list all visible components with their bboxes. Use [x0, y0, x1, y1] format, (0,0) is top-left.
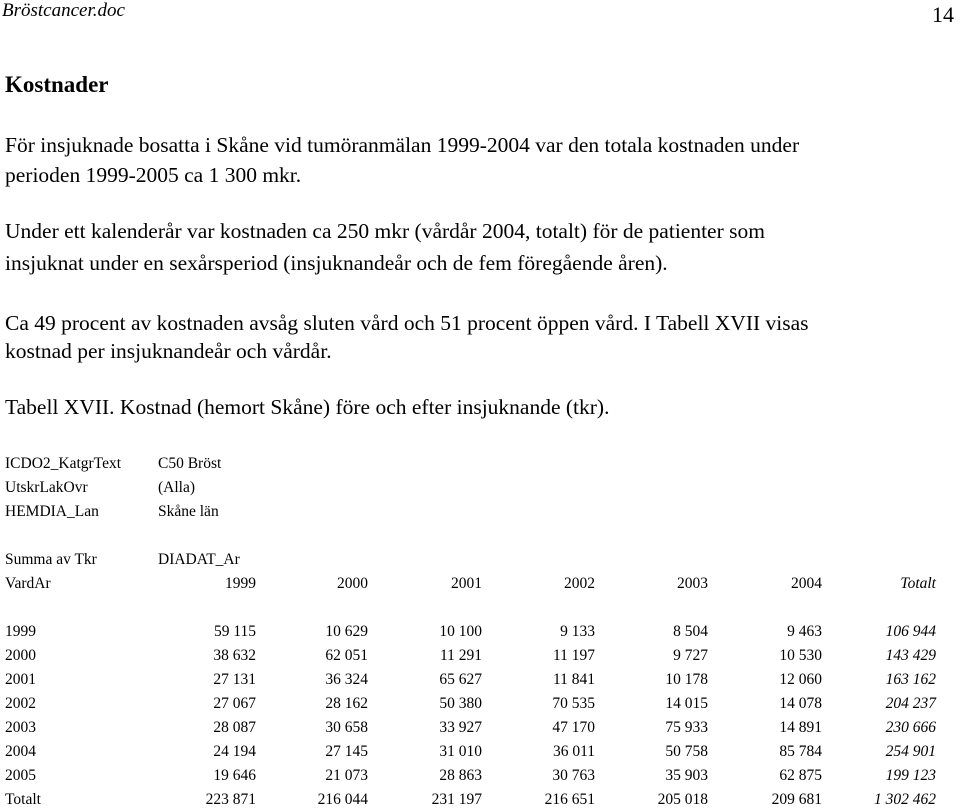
filter-label: HEMDIA_Lan	[5, 503, 99, 520]
table-cell: 14 078	[779, 695, 822, 712]
table-cell: 216 044	[317, 791, 368, 808]
table-cell: 14 891	[779, 719, 822, 736]
section-title: Kostnader	[5, 72, 109, 97]
row-label: 2005	[5, 767, 36, 784]
row-label: 2001	[5, 671, 36, 688]
table-cell: 199 123	[885, 767, 936, 784]
table-cell: 10 629	[325, 623, 368, 640]
table-cell: 106 944	[885, 623, 936, 640]
table-cell: 10 530	[779, 647, 822, 664]
filter-label: ICDO2_KatgrText	[5, 455, 122, 472]
page-number: 14	[932, 2, 954, 27]
column-header: 2003	[677, 575, 708, 592]
paragraph-2-line-2: insjuknat under en sexårsperiod (insjuknandeår och de fem föregående åren).	[5, 251, 668, 275]
table-cell: 223 871	[205, 791, 256, 808]
table-cell: 163 162	[885, 671, 936, 688]
document-filename: Bröstcancer.doc	[2, 0, 125, 21]
table-cell: 231 197	[431, 791, 482, 808]
table-cell: 11 291	[439, 647, 482, 664]
row-label: 2000	[5, 647, 36, 664]
column-header: 2001	[451, 575, 482, 592]
column-header: 2004	[791, 575, 822, 592]
table-cell: 14 015	[665, 695, 708, 712]
pivot-measure: Summa av Tkr	[5, 551, 97, 568]
table-cell: 9 133	[560, 623, 595, 640]
table-cell: 24 194	[213, 743, 256, 760]
table-cell: 35 903	[665, 767, 708, 784]
table-cell: 50 380	[439, 695, 482, 712]
paragraph-3-line-2: kostnad per insjuknandeår och vårdår.	[5, 339, 332, 363]
table-cell: 27 131	[213, 671, 256, 688]
table-cell: 62 051	[325, 647, 368, 664]
column-header: 1999	[225, 575, 256, 592]
column-header: 2002	[564, 575, 595, 592]
table-cell: 1 302 462	[874, 791, 936, 808]
table-cell: 70 535	[552, 695, 595, 712]
table-cell: 75 933	[665, 719, 708, 736]
table-cell: 28 863	[439, 767, 482, 784]
row-label: 2003	[5, 719, 36, 736]
table-cell: 28 087	[213, 719, 256, 736]
paragraph-1-line-2: perioden 1999-2005 ca 1 300 mkr.	[5, 163, 302, 187]
pivot-row-field: VardAr	[5, 575, 51, 592]
paragraph-3-line-1: Ca 49 procent av kostnaden avsåg sluten vård och 51 procent öppen vård. I Tabell XVII visas	[5, 311, 809, 335]
table-cell: 31 010	[439, 743, 482, 760]
table-cell: 254 901	[885, 743, 936, 760]
paragraph-1-line-1: För insjuknade bosatta i Skåne vid tumöranmälan 1999-2004 var den totala kostnaden under	[5, 133, 800, 157]
table-cell: 230 666	[885, 719, 936, 736]
table-cell: 9 463	[787, 623, 822, 640]
table-cell: 204 237	[885, 695, 936, 712]
table-cell: 30 763	[552, 767, 595, 784]
filter-value: C50 Bröst	[158, 455, 222, 472]
table-cell: 27 067	[213, 695, 256, 712]
row-label: 2004	[5, 743, 36, 760]
table-cell: 59 115	[213, 623, 256, 640]
table-cell: 12 060	[779, 671, 822, 688]
table-cell: 205 018	[657, 791, 708, 808]
table-cell: 21 073	[325, 767, 368, 784]
table-cell: 27 145	[325, 743, 368, 760]
table-cell: 10 100	[439, 623, 482, 640]
table-cell: 65 627	[439, 671, 482, 688]
table-cell: 30 658	[325, 719, 368, 736]
table-cell: 11 197	[552, 647, 595, 664]
table-cell: 36 324	[325, 671, 368, 688]
filter-label: UtskrLakOvr	[5, 479, 88, 496]
column-header: 2000	[337, 575, 368, 592]
row-label: 2002	[5, 695, 36, 712]
column-header: Totalt	[900, 575, 936, 592]
table-cell: 28 162	[325, 695, 368, 712]
table-cell: 50 758	[665, 743, 708, 760]
paragraph-2-line-1: Under ett kalenderår var kostnaden ca 250 mkr (vårdår 2004, totalt) för de patienter som	[5, 219, 765, 243]
table-cell: 209 681	[771, 791, 822, 808]
table-cell: 8 504	[673, 623, 708, 640]
row-label: Totalt	[5, 791, 41, 808]
table-caption: Tabell XVII. Kostnad (hemort Skåne) före och efter insjuknande (tkr).	[5, 395, 610, 419]
table-cell: 216 651	[544, 791, 595, 808]
table-cell: 11 841	[552, 671, 595, 688]
table-cell: 9 727	[673, 647, 708, 664]
table-cell: 143 429	[885, 647, 936, 664]
table-cell: 47 170	[552, 719, 595, 736]
pivot-column-field: DIADAT_Ar	[158, 551, 240, 568]
table-cell: 38 632	[213, 647, 256, 664]
filter-value: (Alla)	[158, 479, 196, 496]
filter-value: Skåne län	[158, 503, 219, 520]
table-cell: 19 646	[213, 767, 256, 784]
table-cell: 85 784	[779, 743, 822, 760]
table-cell: 10 178	[665, 671, 708, 688]
table-cell: 33 927	[439, 719, 482, 736]
row-label: 1999	[5, 623, 36, 640]
table-cell: 36 011	[552, 743, 595, 760]
table-cell: 62 875	[779, 767, 822, 784]
